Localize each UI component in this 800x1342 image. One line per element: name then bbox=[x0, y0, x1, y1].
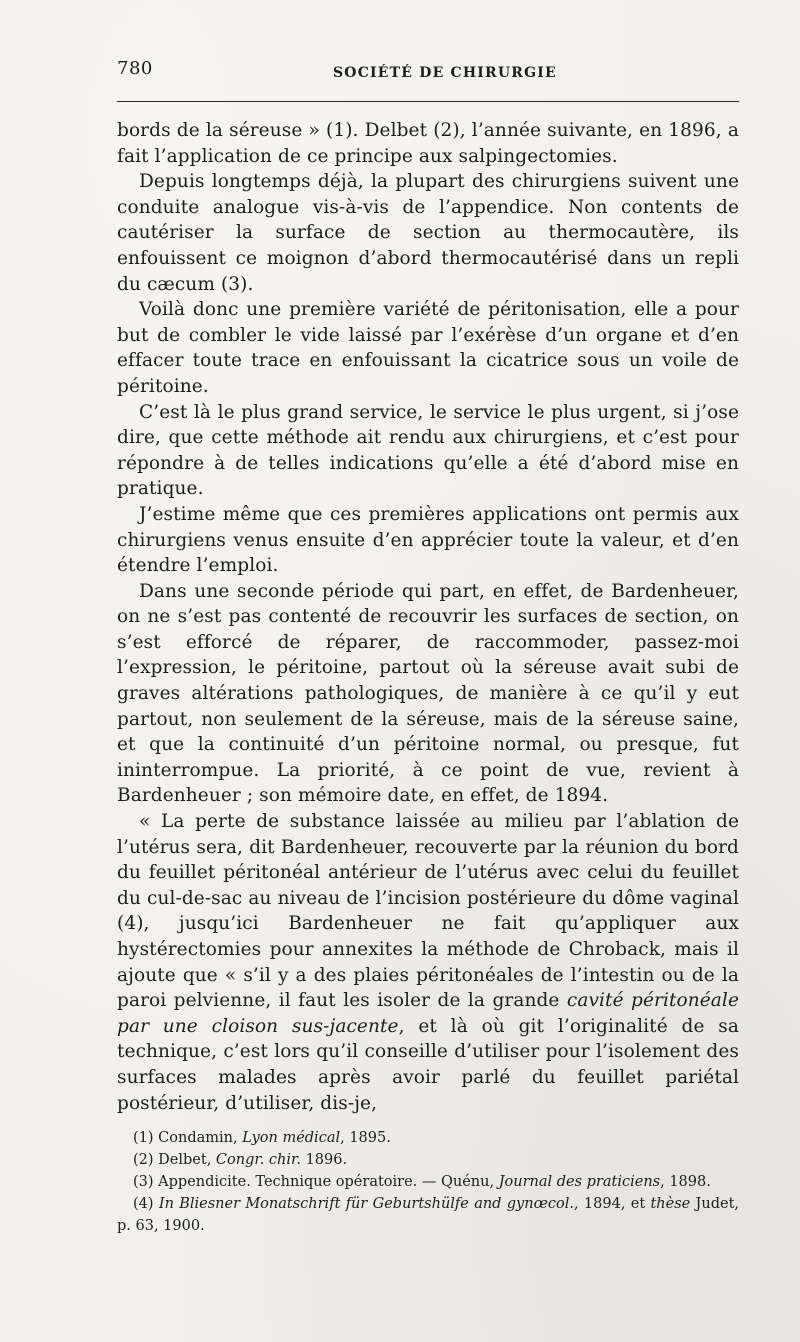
page-header bbox=[117, 58, 739, 86]
footnote-rest: Judet, p. 63, 1900. bbox=[117, 1196, 740, 1234]
footnote-title-2: thèse bbox=[650, 1196, 691, 1212]
paragraph: Voilà donc une première variété de péritonisation, elle a pour but de combler le vide laissé par l’exérèse d’un organe et d’en effacer toute trace en enfouissant la cicatrice sous un voile de péritoine. bbox=[117, 299, 739, 397]
footnote-title: In Bliesner Monatschrift für Geburtshülfe and gynœcol. bbox=[158, 1196, 575, 1212]
footnote-middle: , 1894, et bbox=[574, 1196, 651, 1212]
page-number: 780 bbox=[117, 58, 153, 79]
paragraph-text: « La perte de substance laissée au milieu par l’ablation de l’utérus sera, dit Bardenheuer, recouverte par la réunion du bord du feuillet péritonéal antérieur de l’utérus avec celui du feuillet du cul-de-sac au niveau de l’incision postérieure du dôme vaginal (4), jusqu’ici Bardenheuer ne fait qu’appliquer aux hystérectomies pour annexites la méthode de Chroback, mais il ajoute que « s’il y a des plaies péritonéales de l’intestin ou de la paroi pelvienne, il faut les isoler de la grande bbox=[117, 811, 739, 1012]
footnote bbox=[117, 1149, 739, 1171]
running-title: SOCIÉTÉ DE CHIRURGIE bbox=[333, 65, 557, 81]
footnote-rest: 1896. bbox=[300, 1152, 348, 1168]
footnote-marker: (4) bbox=[133, 1196, 154, 1212]
paragraph: bords de la séreuse » (1). Delbet (2), l’année suivante, en 1896, a fait l’application de ce principe aux salpingectomies. bbox=[117, 120, 739, 167]
footnote-title: Journal des praticiens bbox=[498, 1174, 661, 1190]
header-rule bbox=[117, 101, 739, 102]
footnote-author: Delbet, bbox=[158, 1152, 212, 1168]
footnote-title: Lyon médical bbox=[242, 1130, 341, 1146]
footnote-marker: (2) bbox=[133, 1152, 154, 1168]
footnote bbox=[117, 1193, 739, 1237]
footnotes bbox=[117, 1127, 739, 1237]
footnote-rest: , 1898. bbox=[660, 1174, 711, 1190]
paragraph: C’est là le plus grand service, le service le plus urgent, si j’ose dire, que cette méthode ait rendu aux chirurgiens, et c’est pour répondre à de telles indications qu’elle a été d’abord mise en pratique. bbox=[117, 401, 739, 500]
footnote-marker: (1) bbox=[133, 1130, 154, 1146]
footnote-author: Appendicite. Technique opératoire. — Quénu, bbox=[158, 1174, 495, 1190]
paragraph: J’estime même que ces premières applications ont permis aux chirurgiens venus ensuite d’en apprécier toute la valeur, et d’en étendre l’emploi. bbox=[117, 503, 739, 577]
footnote-rest: , 1895. bbox=[340, 1130, 391, 1146]
paragraph bbox=[117, 809, 739, 1116]
italic-phrase: cavité péritonéale par une cloison sus-jacente bbox=[117, 990, 739, 1037]
footnote-title: Congr. chir. bbox=[215, 1152, 301, 1168]
footnote-marker: (3) bbox=[133, 1174, 154, 1190]
paragraph-text: , et là où git l’originalité de sa technique, c’est lors qu’il conseille d’utiliser pour l’isolement des surfaces malades après avoir parlé du feuillet pariétal postérieur, d’utiliser, dis-je, bbox=[117, 1015, 740, 1114]
footnote bbox=[117, 1171, 739, 1193]
footnote-author: Condamin, bbox=[158, 1130, 238, 1146]
body-text bbox=[117, 118, 739, 1116]
footnote bbox=[117, 1127, 739, 1149]
paragraph: Dans une seconde période qui part, en effet, de Bardenheuer, on ne s’est pas contenté de recouvrir les surfaces de section, on s’est efforcé de réparer, de raccommoder, passez-moi l’expression, le péritoine, partout où la séreuse avait subi de graves altérations pathologiques, de manière à ce qu’il y eut partout, non seulement de la séreuse, mais de la séreuse saine, et que la continuité d’un péritoine normal, ou presque, fut ininterrompue. La priorité, à ce point de vue, revient à Bardenheuer ; son mémoire date, en effet, de 1894. bbox=[117, 580, 739, 807]
paragraph: Depuis longtemps déjà, la plupart des chirurgiens suivent une conduite analogue vis-à-vis de l’appendice. Non contents de cautériser la surface de section au thermocautère, ils enfouissent ce moignon d’abord thermocautérisé dans un repli du cæcum (3). bbox=[117, 171, 739, 295]
